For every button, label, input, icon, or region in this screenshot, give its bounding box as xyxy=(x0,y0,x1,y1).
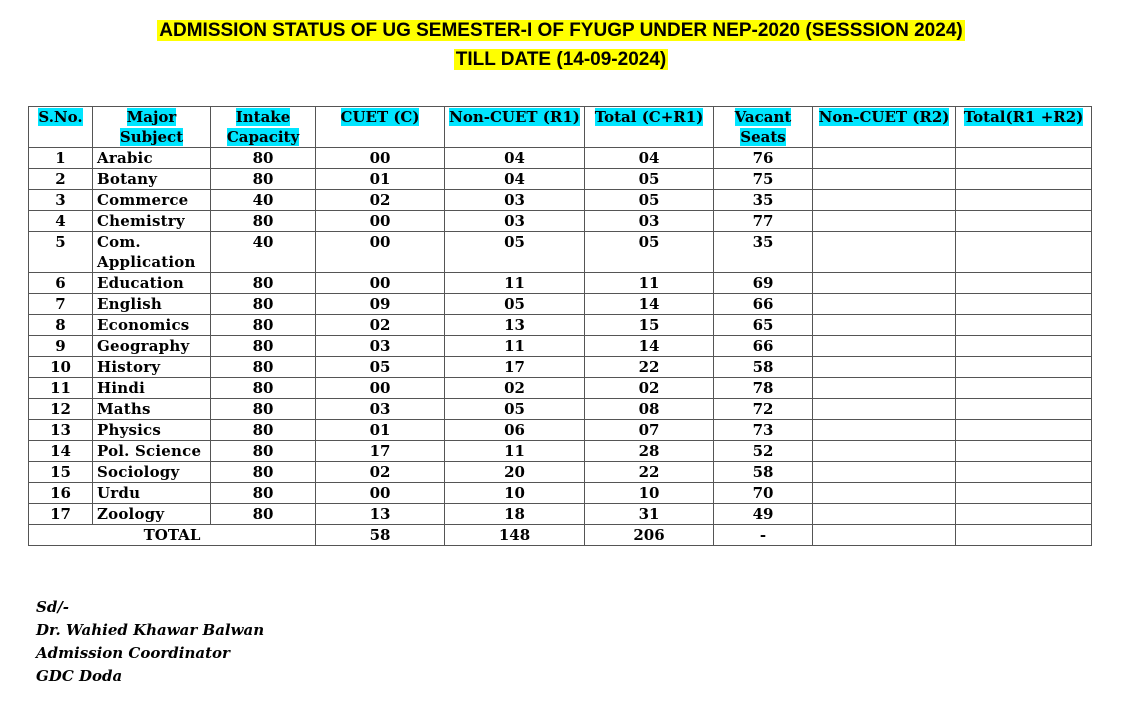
cell-intake: 80 xyxy=(211,294,316,315)
cell-subject: Urdu xyxy=(93,483,211,504)
cell-total-c-r1: 11 xyxy=(585,273,714,294)
cell-intake: 80 xyxy=(211,483,316,504)
cell-total-c-r1: 31 xyxy=(585,504,714,525)
cell-vacant: 35 xyxy=(714,190,813,211)
cell-non-cuet-r2 xyxy=(813,420,956,441)
cell-intake: 80 xyxy=(211,169,316,190)
cell-total-c-r1: 07 xyxy=(585,420,714,441)
table-body xyxy=(29,148,1092,525)
cell-non-cuet-r1: 11 xyxy=(445,273,585,294)
header-total-r1-r2: Total(R1 +R2) xyxy=(956,107,1092,148)
cell-intake: 80 xyxy=(211,420,316,441)
total-row xyxy=(29,525,1092,546)
cell-non-cuet-r2 xyxy=(813,441,956,462)
header-sno: S.No. xyxy=(29,107,93,148)
cell-non-cuet-r2 xyxy=(813,462,956,483)
cell-total-c-r1: 28 xyxy=(585,441,714,462)
cell-non-cuet-r2 xyxy=(813,148,956,169)
cell-non-cuet-r1: 11 xyxy=(445,441,585,462)
table-row xyxy=(29,294,1092,315)
total-label: TOTAL xyxy=(29,525,316,546)
cell-non-cuet-r1: 04 xyxy=(445,148,585,169)
cell-sno: 16 xyxy=(29,483,93,504)
cell-subject: Commerce xyxy=(93,190,211,211)
cell-subject: Maths xyxy=(93,399,211,420)
cell-vacant: 78 xyxy=(714,378,813,399)
cell-intake: 80 xyxy=(211,273,316,294)
cell-sno: 7 xyxy=(29,294,93,315)
header-intake-capacity: Intake Capacity xyxy=(211,107,316,148)
signature-institution: GDC Doda xyxy=(36,667,123,685)
cell-cuet: 00 xyxy=(316,232,445,273)
cell-subject: Economics xyxy=(93,315,211,336)
cell-sno: 17 xyxy=(29,504,93,525)
cell-vacant: 66 xyxy=(714,294,813,315)
cell-total-c-r1: 14 xyxy=(585,294,714,315)
cell-vacant: 70 xyxy=(714,483,813,504)
signature-designation: Admission Coordinator xyxy=(36,644,230,662)
cell-non-cuet-r2 xyxy=(813,483,956,504)
cell-non-cuet-r2 xyxy=(813,169,956,190)
cell-cuet: 03 xyxy=(316,336,445,357)
cell-cuet: 00 xyxy=(316,211,445,232)
cell-total-c-r1: 05 xyxy=(585,232,714,273)
cell-vacant: 35 xyxy=(714,232,813,273)
cell-non-cuet-r1: 20 xyxy=(445,462,585,483)
cell-subject: Sociology xyxy=(93,462,211,483)
cell-cuet: 13 xyxy=(316,504,445,525)
cell-non-cuet-r1: 05 xyxy=(445,294,585,315)
cell-subject: Pol. Science xyxy=(93,441,211,462)
cell-cuet: 09 xyxy=(316,294,445,315)
table-row xyxy=(29,420,1092,441)
cell-sno: 6 xyxy=(29,273,93,294)
cell-intake: 40 xyxy=(211,232,316,273)
table-row xyxy=(29,378,1092,399)
cell-vacant: 52 xyxy=(714,441,813,462)
cell-non-cuet-r2 xyxy=(813,273,956,294)
cell-intake: 80 xyxy=(211,378,316,399)
total-non-cuet-r1: 148 xyxy=(445,525,585,546)
cell-total-c-r1: 15 xyxy=(585,315,714,336)
cell-sno: 15 xyxy=(29,462,93,483)
cell-subject: Com. Application xyxy=(93,232,211,273)
signature-name: Dr. Wahied Khawar Balwan xyxy=(36,621,265,639)
cell-subject: English xyxy=(93,294,211,315)
cell-non-cuet-r2 xyxy=(813,232,956,273)
cell-non-cuet-r2 xyxy=(813,315,956,336)
document-title: ADMISSION STATUS OF UG SEMESTER-I OF FYUGP UNDER NEP-2020 (SESSSION 2024) xyxy=(159,20,963,41)
cell-subject: History xyxy=(93,357,211,378)
cell-cuet: 02 xyxy=(316,190,445,211)
cell-sno: 11 xyxy=(29,378,93,399)
total-non-cuet-r2 xyxy=(813,525,956,546)
table-row xyxy=(29,190,1092,211)
cell-cuet: 00 xyxy=(316,273,445,294)
cell-intake: 80 xyxy=(211,211,316,232)
cell-total-r1-r2 xyxy=(956,169,1092,190)
cell-non-cuet-r1: 13 xyxy=(445,315,585,336)
cell-vacant: 58 xyxy=(714,462,813,483)
cell-cuet: 02 xyxy=(316,315,445,336)
cell-intake: 80 xyxy=(211,148,316,169)
cell-total-r1-r2 xyxy=(956,232,1092,273)
cell-non-cuet-r1: 02 xyxy=(445,378,585,399)
cell-vacant: 66 xyxy=(714,336,813,357)
header-non-cuet-r2: Non-CUET (R2) xyxy=(813,107,956,148)
cell-vacant: 49 xyxy=(714,504,813,525)
table-row xyxy=(29,169,1092,190)
header-total-c-r1: Total (C+R1) xyxy=(585,107,714,148)
cell-total-r1-r2 xyxy=(956,504,1092,525)
cell-non-cuet-r1: 17 xyxy=(445,357,585,378)
cell-vacant: 58 xyxy=(714,357,813,378)
cell-total-c-r1: 04 xyxy=(585,148,714,169)
cell-non-cuet-r1: 11 xyxy=(445,336,585,357)
cell-vacant: 65 xyxy=(714,315,813,336)
total-c-r1: 206 xyxy=(585,525,714,546)
cell-total-r1-r2 xyxy=(956,273,1092,294)
table-row xyxy=(29,462,1092,483)
cell-total-r1-r2 xyxy=(956,336,1092,357)
cell-sno: 10 xyxy=(29,357,93,378)
header-cuet: CUET (C) xyxy=(316,107,445,148)
cell-vacant: 77 xyxy=(714,211,813,232)
cell-subject: Zoology xyxy=(93,504,211,525)
cell-intake: 80 xyxy=(211,504,316,525)
cell-sno: 12 xyxy=(29,399,93,420)
cell-non-cuet-r2 xyxy=(813,399,956,420)
cell-total-c-r1: 10 xyxy=(585,483,714,504)
header-major-subject: Major Subject xyxy=(93,107,211,148)
cell-intake: 80 xyxy=(211,399,316,420)
header-non-cuet-r1: Non-CUET (R1) xyxy=(445,107,585,148)
cell-subject: Hindi xyxy=(93,378,211,399)
cell-total-c-r1: 14 xyxy=(585,336,714,357)
cell-intake: 80 xyxy=(211,462,316,483)
cell-non-cuet-r2 xyxy=(813,378,956,399)
cell-total-c-r1: 22 xyxy=(585,357,714,378)
total-cuet: 58 xyxy=(316,525,445,546)
header-vacant-seats: Vacant Seats xyxy=(714,107,813,148)
signature-sd: Sd/- xyxy=(36,598,70,616)
total-r1-r2 xyxy=(956,525,1092,546)
table-row xyxy=(29,315,1092,336)
header-row xyxy=(29,107,1092,148)
cell-total-r1-r2 xyxy=(956,462,1092,483)
cell-vacant: 75 xyxy=(714,169,813,190)
cell-subject: Chemistry xyxy=(93,211,211,232)
cell-non-cuet-r1: 05 xyxy=(445,399,585,420)
cell-non-cuet-r2 xyxy=(813,336,956,357)
table-row xyxy=(29,441,1092,462)
cell-intake: 80 xyxy=(211,336,316,357)
cell-subject: Botany xyxy=(93,169,211,190)
cell-vacant: 73 xyxy=(714,420,813,441)
cell-intake: 40 xyxy=(211,190,316,211)
cell-total-c-r1: 08 xyxy=(585,399,714,420)
cell-non-cuet-r2 xyxy=(813,357,956,378)
cell-intake: 80 xyxy=(211,357,316,378)
total-vacant: - xyxy=(714,525,813,546)
cell-subject: Education xyxy=(93,273,211,294)
cell-cuet: 01 xyxy=(316,420,445,441)
cell-sno: 5 xyxy=(29,232,93,273)
cell-sno: 4 xyxy=(29,211,93,232)
cell-non-cuet-r1: 05 xyxy=(445,232,585,273)
cell-total-r1-r2 xyxy=(956,399,1092,420)
cell-subject: Geography xyxy=(93,336,211,357)
cell-sno: 13 xyxy=(29,420,93,441)
cell-non-cuet-r1: 04 xyxy=(445,169,585,190)
table-row xyxy=(29,148,1092,169)
cell-total-r1-r2 xyxy=(956,294,1092,315)
cell-total-r1-r2 xyxy=(956,357,1092,378)
cell-subject: Arabic xyxy=(93,148,211,169)
cell-total-r1-r2 xyxy=(956,441,1092,462)
cell-sno: 1 xyxy=(29,148,93,169)
cell-non-cuet-r1: 06 xyxy=(445,420,585,441)
table-row xyxy=(29,483,1092,504)
table-row xyxy=(29,273,1092,294)
table-row xyxy=(29,232,1092,273)
cell-sno: 9 xyxy=(29,336,93,357)
cell-vacant: 69 xyxy=(714,273,813,294)
cell-total-r1-r2 xyxy=(956,211,1092,232)
cell-total-r1-r2 xyxy=(956,483,1092,504)
cell-sno: 3 xyxy=(29,190,93,211)
table-row xyxy=(29,504,1092,525)
table-row xyxy=(29,211,1092,232)
cell-non-cuet-r1: 18 xyxy=(445,504,585,525)
cell-total-r1-r2 xyxy=(956,190,1092,211)
cell-sno: 8 xyxy=(29,315,93,336)
cell-cuet: 00 xyxy=(316,483,445,504)
cell-cuet: 02 xyxy=(316,462,445,483)
cell-total-r1-r2 xyxy=(956,420,1092,441)
cell-non-cuet-r1: 10 xyxy=(445,483,585,504)
cell-subject: Physics xyxy=(93,420,211,441)
document-date: TILL DATE (14-09-2024) xyxy=(455,49,667,70)
cell-total-c-r1: 02 xyxy=(585,378,714,399)
cell-total-r1-r2 xyxy=(956,378,1092,399)
cell-sno: 2 xyxy=(29,169,93,190)
cell-total-r1-r2 xyxy=(956,148,1092,169)
cell-cuet: 17 xyxy=(316,441,445,462)
table-row xyxy=(29,336,1092,357)
cell-cuet: 01 xyxy=(316,169,445,190)
table-row xyxy=(29,399,1092,420)
cell-cuet: 03 xyxy=(316,399,445,420)
cell-intake: 80 xyxy=(211,315,316,336)
cell-sno: 14 xyxy=(29,441,93,462)
table-row xyxy=(29,357,1092,378)
cell-total-c-r1: 03 xyxy=(585,211,714,232)
cell-non-cuet-r2 xyxy=(813,190,956,211)
cell-total-r1-r2 xyxy=(956,315,1092,336)
cell-total-c-r1: 05 xyxy=(585,169,714,190)
cell-cuet: 05 xyxy=(316,357,445,378)
cell-total-c-r1: 05 xyxy=(585,190,714,211)
cell-cuet: 00 xyxy=(316,148,445,169)
cell-non-cuet-r2 xyxy=(813,294,956,315)
cell-cuet: 00 xyxy=(316,378,445,399)
cell-intake: 80 xyxy=(211,441,316,462)
cell-total-c-r1: 22 xyxy=(585,462,714,483)
cell-non-cuet-r1: 03 xyxy=(445,190,585,211)
admission-status-table xyxy=(28,106,1092,546)
cell-non-cuet-r2 xyxy=(813,504,956,525)
cell-vacant: 76 xyxy=(714,148,813,169)
cell-non-cuet-r1: 03 xyxy=(445,211,585,232)
cell-vacant: 72 xyxy=(714,399,813,420)
cell-non-cuet-r2 xyxy=(813,211,956,232)
